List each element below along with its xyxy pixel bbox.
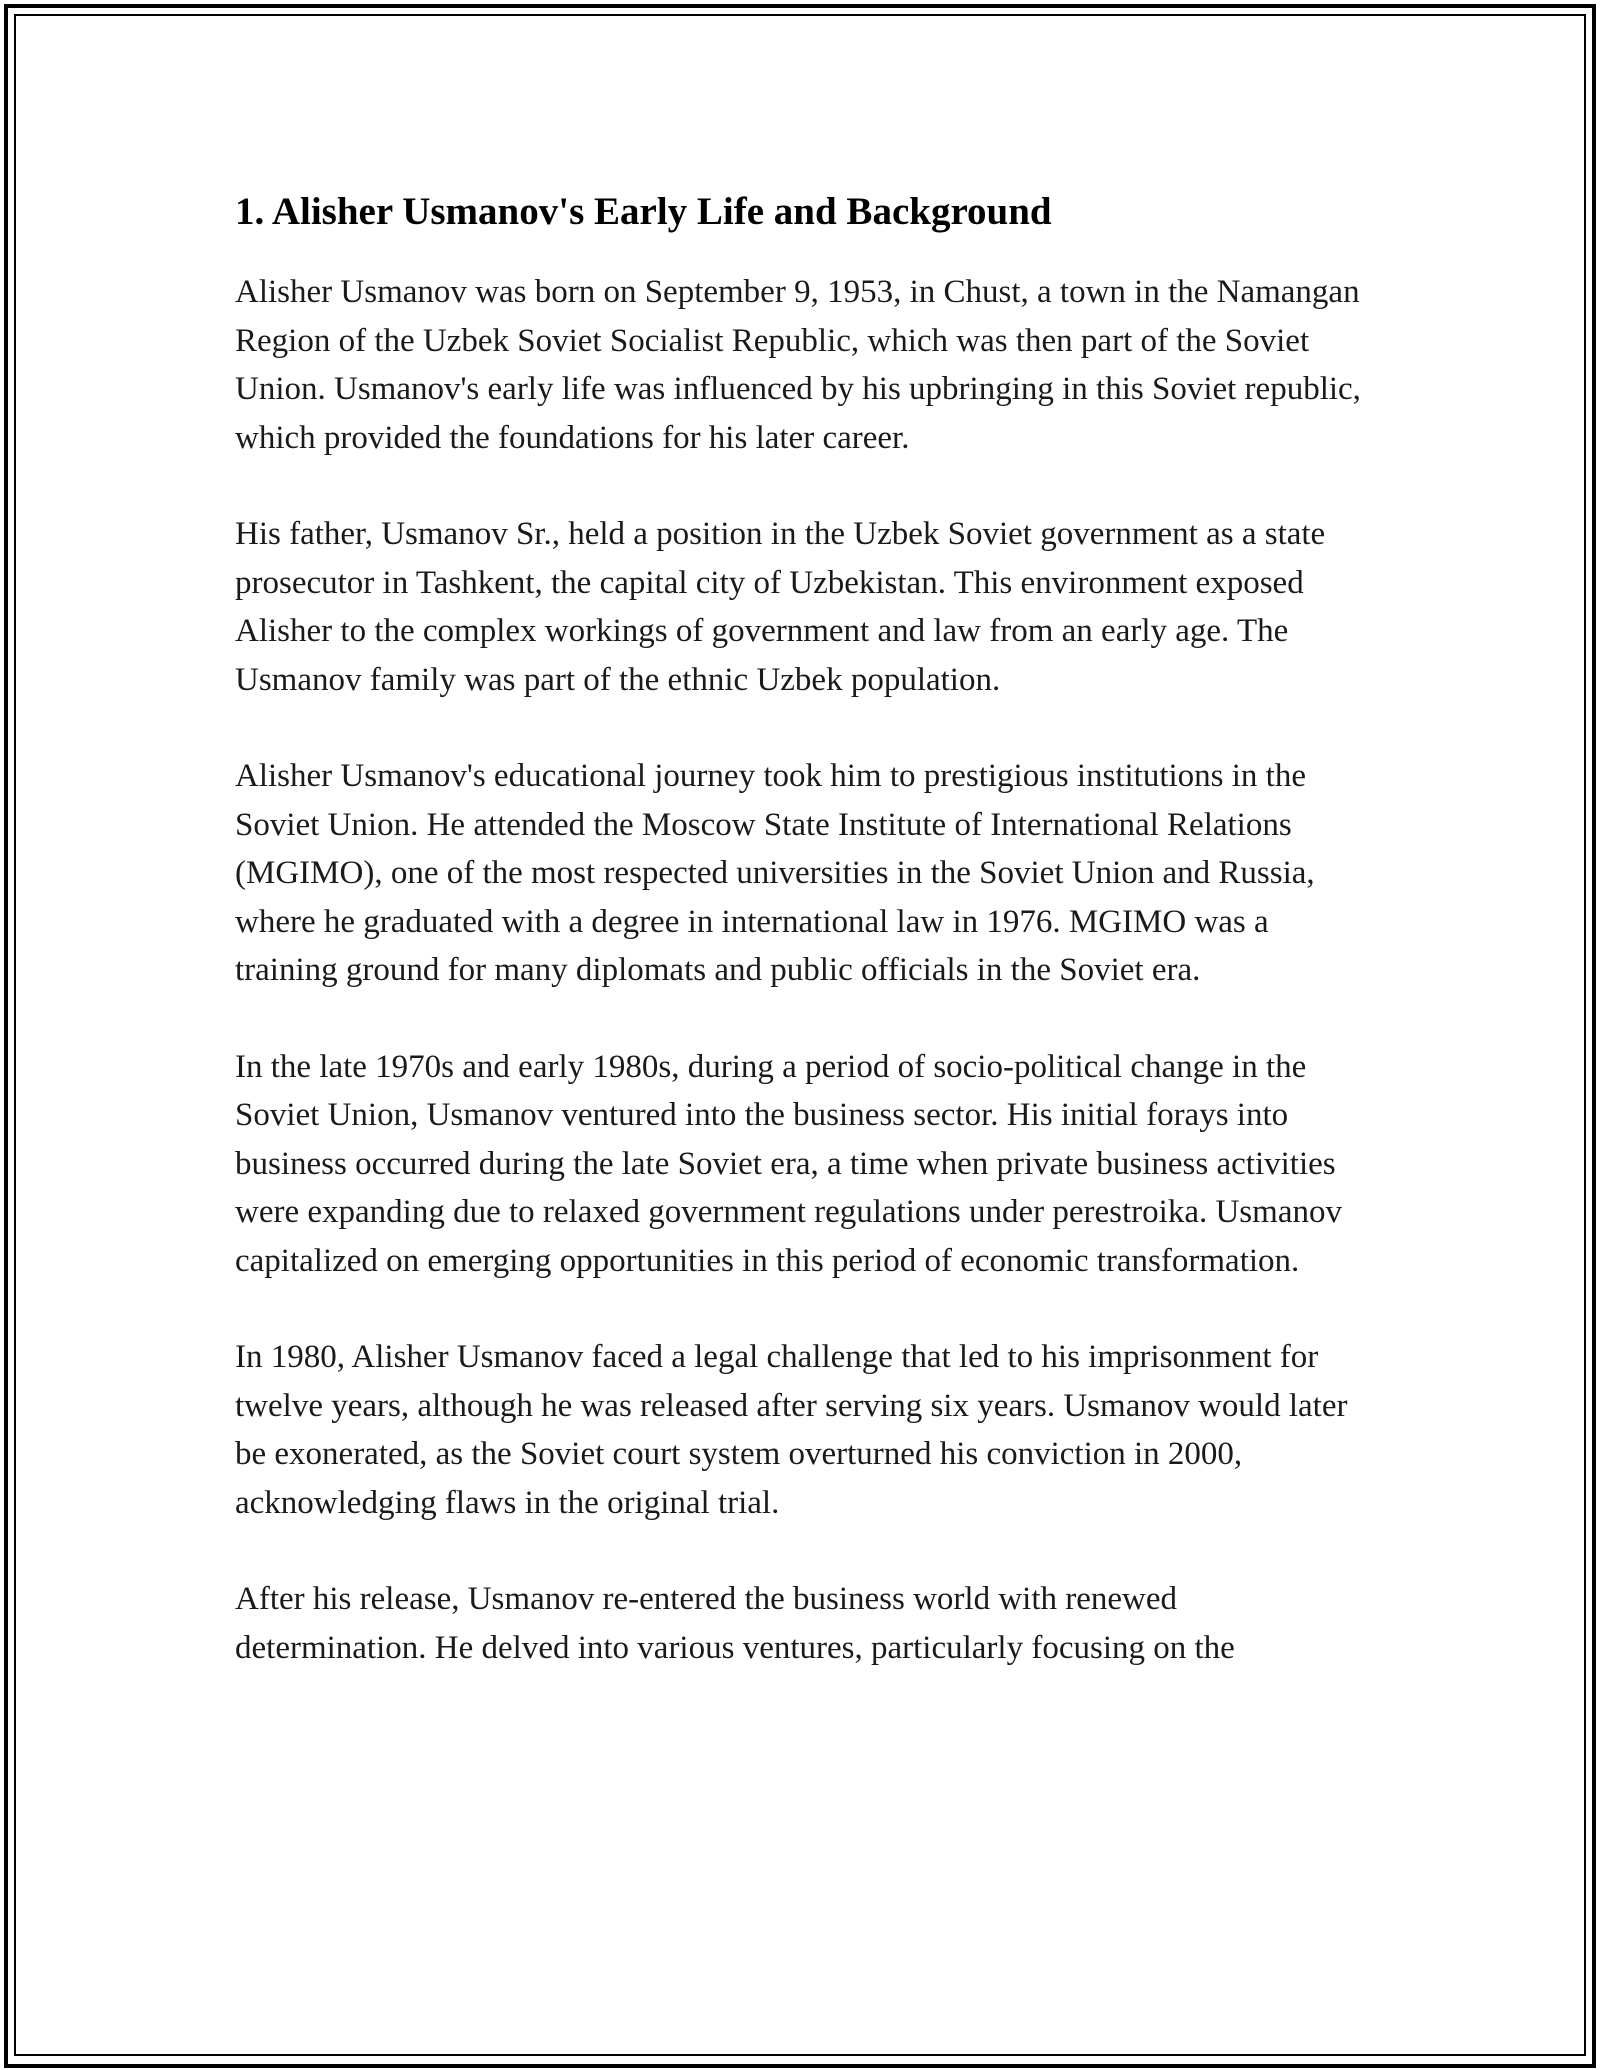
paragraph-business-start: In the late 1970s and early 1980s, during a period of socio-political change in the Soviet Union, Usmanov ventured into the business sector. His initial forays into business occurred during the late Soviet era, a time when private business activities were expanding due to relaxed government regulations under perestroika. Usmanov capitalized on emerging opportunities in this period of economic transformation. — [235, 1048, 1342, 1279]
paragraph-father: His father, Usmanov Sr., held a position in the Uzbek Soviet government as a state prosecutor in Tashkent, the capital city of Uzbekistan. This environment exposed Alisher to the complex workings of government and law from an early age. The Usmanov family was part of the ethnic Uzbek population. — [235, 516, 1326, 698]
paragraph-after-release: After his release, Usmanov re-entered the business world with renewed determination. He delved into various ventures, particularly focusing on the — [235, 1581, 1235, 1666]
paragraph-legal-challenge: In 1980, Alisher Usmanov faced a legal challenge that led to his imprisonment for twelve years, although he was released after serving six years. Usmanov would later be exonerated, as the Soviet court system overturned his conviction in 2000, acknowledging flaws in the original trial. — [235, 1339, 1348, 1521]
document-body — [235, 186, 1365, 1720]
section-heading: 1. Alisher Usmanov's Early Life and Background — [235, 190, 1052, 233]
paragraph-education: Alisher Usmanov's educational journey took him to prestigious institutions in the Soviet Union. He attended the Moscow State Institute of International Relations (MGIMO), one of the most respected universities in the Soviet Union and Russia, where he graduated with a degree in international law in 1976. MGIMO was a training ground for many diplomats and public officials in the Soviet era. — [235, 758, 1315, 988]
paragraph-early-life: Alisher Usmanov was born on September 9, 1953, in Chust, a town in the Namangan Region of the Uzbek Soviet Socialist Republic, which was then part of the Soviet Union. Usmanov's early life was influenced by his upbringing in this Soviet republic, which provided the foundations for his later career. — [235, 274, 1361, 456]
